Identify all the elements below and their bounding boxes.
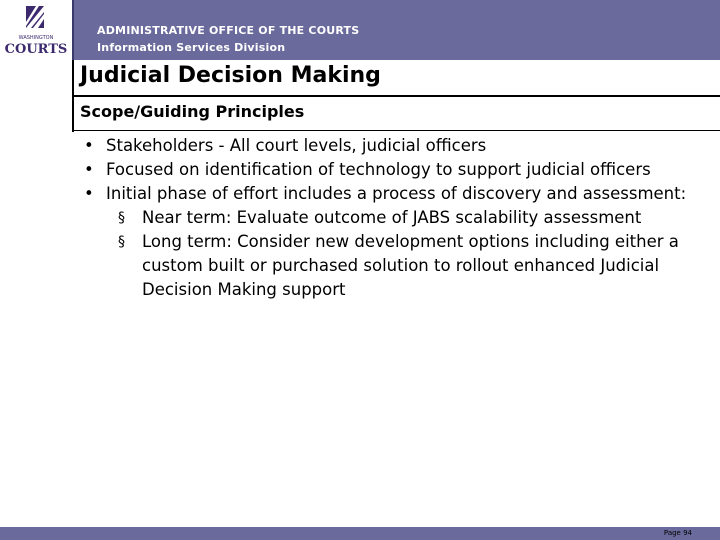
slide-content xyxy=(82,134,702,302)
sub-bullet-text: Near term: Evaluate outcome of JABS scalability assessment xyxy=(142,208,642,227)
subtitle-divider xyxy=(72,130,720,131)
slide-title: Judicial Decision Making xyxy=(80,63,381,88)
bullet-icon: • xyxy=(84,160,94,179)
washington-courts-logo xyxy=(0,0,74,60)
footer-bar xyxy=(0,527,720,540)
logo-text-main: COURTS xyxy=(4,42,68,57)
bullet-item xyxy=(82,134,702,158)
sub-bullet-item xyxy=(118,206,702,230)
header-bar xyxy=(0,0,720,60)
title-band xyxy=(72,60,720,97)
square-bullet-icon: § xyxy=(118,210,125,226)
organization-name xyxy=(97,22,359,56)
sub-bullet-item xyxy=(118,230,702,302)
page-number: Page 94 xyxy=(663,529,692,537)
bullet-icon: • xyxy=(84,184,94,203)
sub-bullet-list xyxy=(106,206,702,302)
sub-bullet-text: Long term: Consider new development options including either a custom built or purchased solution to rollout enhanced Judicial Decision Making support xyxy=(142,232,679,299)
capitol-emblem-icon xyxy=(0,0,72,60)
square-bullet-icon: § xyxy=(118,234,125,250)
slide-subtitle: Scope/Guiding Principles xyxy=(80,102,305,121)
logo-text-top: WASHINGTON xyxy=(18,35,54,41)
bullet-icon: • xyxy=(84,136,94,155)
bullet-item xyxy=(82,158,702,182)
org-line-2: Information Services Division xyxy=(97,41,286,54)
bullet-text: Focused on identification of technology to support judicial officers xyxy=(106,160,651,179)
bullet-text: Stakeholders - All court levels, judicial officers xyxy=(106,136,487,155)
bullet-list xyxy=(82,134,702,302)
bullet-item xyxy=(82,182,702,302)
bullet-text: Initial phase of effort includes a process of discovery and assessment: xyxy=(106,184,687,203)
title-divider xyxy=(72,60,74,132)
org-line-1: ADMINISTRATIVE OFFICE OF THE COURTS xyxy=(97,24,360,37)
